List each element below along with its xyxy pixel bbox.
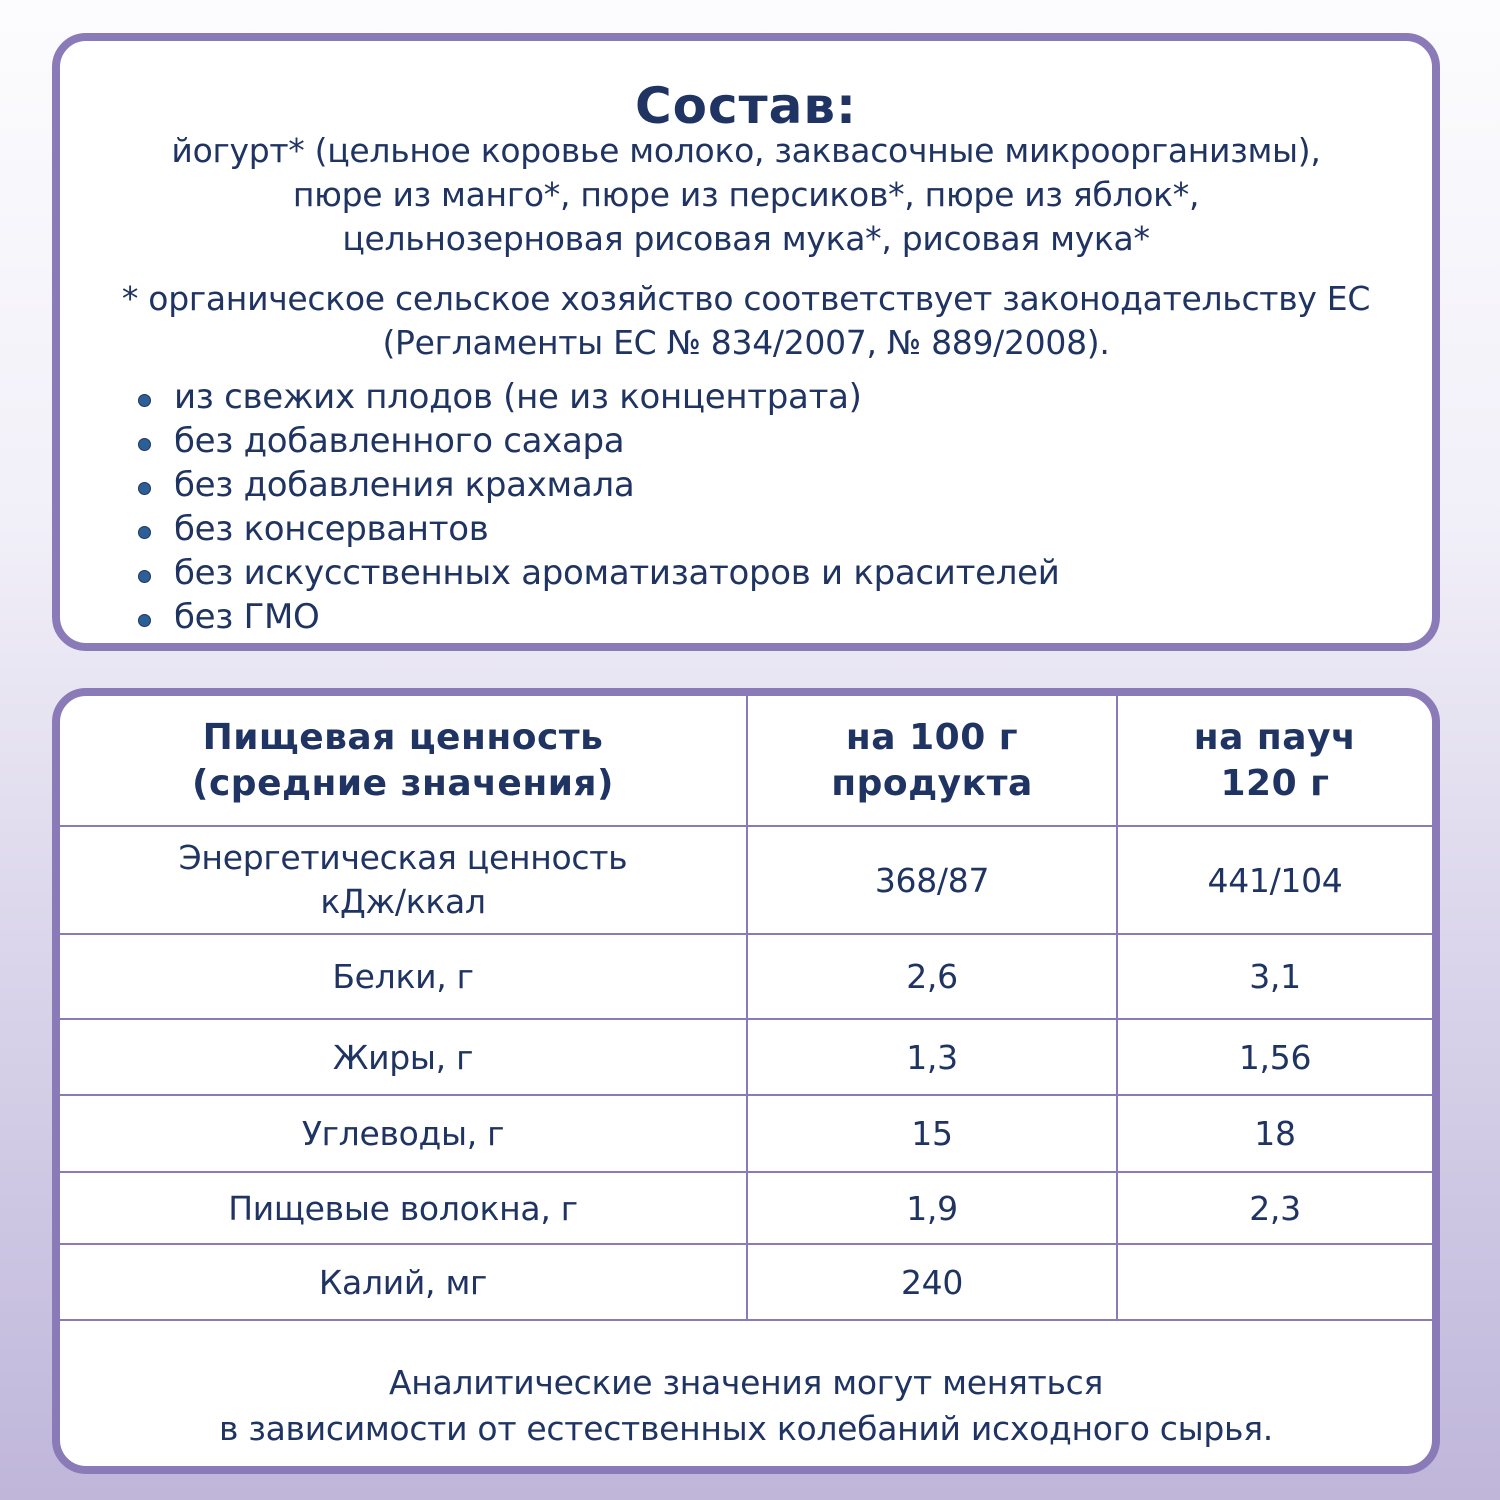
claim-item: [138, 375, 1060, 419]
claim-text: без добавления крахмала: [174, 465, 635, 505]
bullet-icon: [138, 438, 151, 451]
table-row: [60, 826, 1432, 934]
row-label: [60, 826, 747, 934]
table-row: [60, 1019, 1432, 1095]
bullet-icon: [138, 614, 151, 627]
header-per-100g: [747, 696, 1117, 826]
value-per-pouch: 2,3: [1117, 1172, 1432, 1244]
claim-item: [138, 595, 1060, 639]
value-per-pouch: 3,1: [1117, 934, 1432, 1019]
table-header-row: [60, 696, 1432, 826]
value-per-100g: 240: [747, 1244, 1117, 1320]
claim-item: [138, 419, 1060, 463]
footnote-line: * органическое сельское хозяйство соответствует законодательству ЕС: [121, 279, 1371, 318]
composition-card: [52, 33, 1440, 651]
bullet-icon: [138, 570, 151, 583]
claim-text: из свежих плодов (не из концентрата): [174, 377, 862, 417]
header-line: на 100 г: [845, 716, 1019, 758]
bullet-icon: [138, 482, 151, 495]
bullet-icon: [138, 394, 151, 407]
composition-title: Состав:: [634, 77, 858, 135]
table-row: [60, 1244, 1432, 1320]
row-label: Белки, г: [60, 934, 747, 1019]
claim-item: [138, 463, 1060, 507]
table-row: [60, 934, 1432, 1019]
value-per-100g: 2,6: [747, 934, 1117, 1019]
bullet-icon: [138, 526, 151, 539]
claim-text: без ГМО: [174, 597, 320, 637]
row-label: Пищевые волокна, г: [60, 1172, 747, 1244]
header-nutritional-value: [60, 696, 747, 826]
note-line: Аналитические значения могут меняться: [388, 1363, 1104, 1402]
claim-item: [138, 507, 1060, 551]
claim-text: без добавленного сахара: [174, 421, 625, 461]
value-per-pouch: 18: [1117, 1095, 1432, 1172]
ingredients-line: пюре из манго*, пюре из персиков*, пюре из яблок*,: [292, 175, 1200, 214]
footnote-line: (Регламенты ЕС № 834/2007, № 889/2008).: [382, 323, 1110, 362]
organic-footnote: [60, 277, 1432, 365]
ingredients-line: йогурт* (цельное коровье молоко, заквасочные микроорганизмы),: [171, 131, 1321, 170]
header-per-pouch: [1117, 696, 1432, 826]
header-line: продукта: [831, 762, 1033, 804]
nutrition-table: [60, 696, 1432, 1321]
label-line: кДж/ккал: [320, 882, 486, 921]
analytical-values-note: [60, 1360, 1432, 1452]
value-per-100g: 15: [747, 1095, 1117, 1172]
header-line: 120 г: [1220, 762, 1330, 804]
row-label: Жиры, г: [60, 1019, 747, 1095]
value-per-pouch: 1,56: [1117, 1019, 1432, 1095]
note-line: в зависимости от естественных колебаний исходного сырья.: [219, 1409, 1273, 1448]
value-per-100g: 368/87: [747, 826, 1117, 934]
table-row: [60, 1095, 1432, 1172]
ingredients-text: [60, 129, 1432, 261]
header-line: на пауч: [1193, 716, 1357, 758]
table-row: [60, 1172, 1432, 1244]
product-claims-list: [138, 375, 1060, 639]
row-label: Углеводы, г: [60, 1095, 747, 1172]
value-per-100g: 1,9: [747, 1172, 1117, 1244]
header-line: Пищевая ценность: [202, 716, 604, 758]
claim-text: без искусственных ароматизаторов и красителей: [174, 553, 1060, 593]
value-per-100g: 1,3: [747, 1019, 1117, 1095]
label-line: Энергетическая ценность: [178, 838, 628, 877]
claim-text: без консервантов: [174, 509, 489, 549]
claim-item: [138, 551, 1060, 595]
value-per-pouch: [1117, 1244, 1432, 1320]
header-line: (средние значения): [192, 762, 614, 804]
nutrition-card: [52, 688, 1440, 1474]
value-per-pouch: 441/104: [1117, 826, 1432, 934]
ingredients-line: цельнозерновая рисовая мука*, рисовая мука*: [342, 219, 1150, 258]
row-label: Калий, мг: [60, 1244, 747, 1320]
